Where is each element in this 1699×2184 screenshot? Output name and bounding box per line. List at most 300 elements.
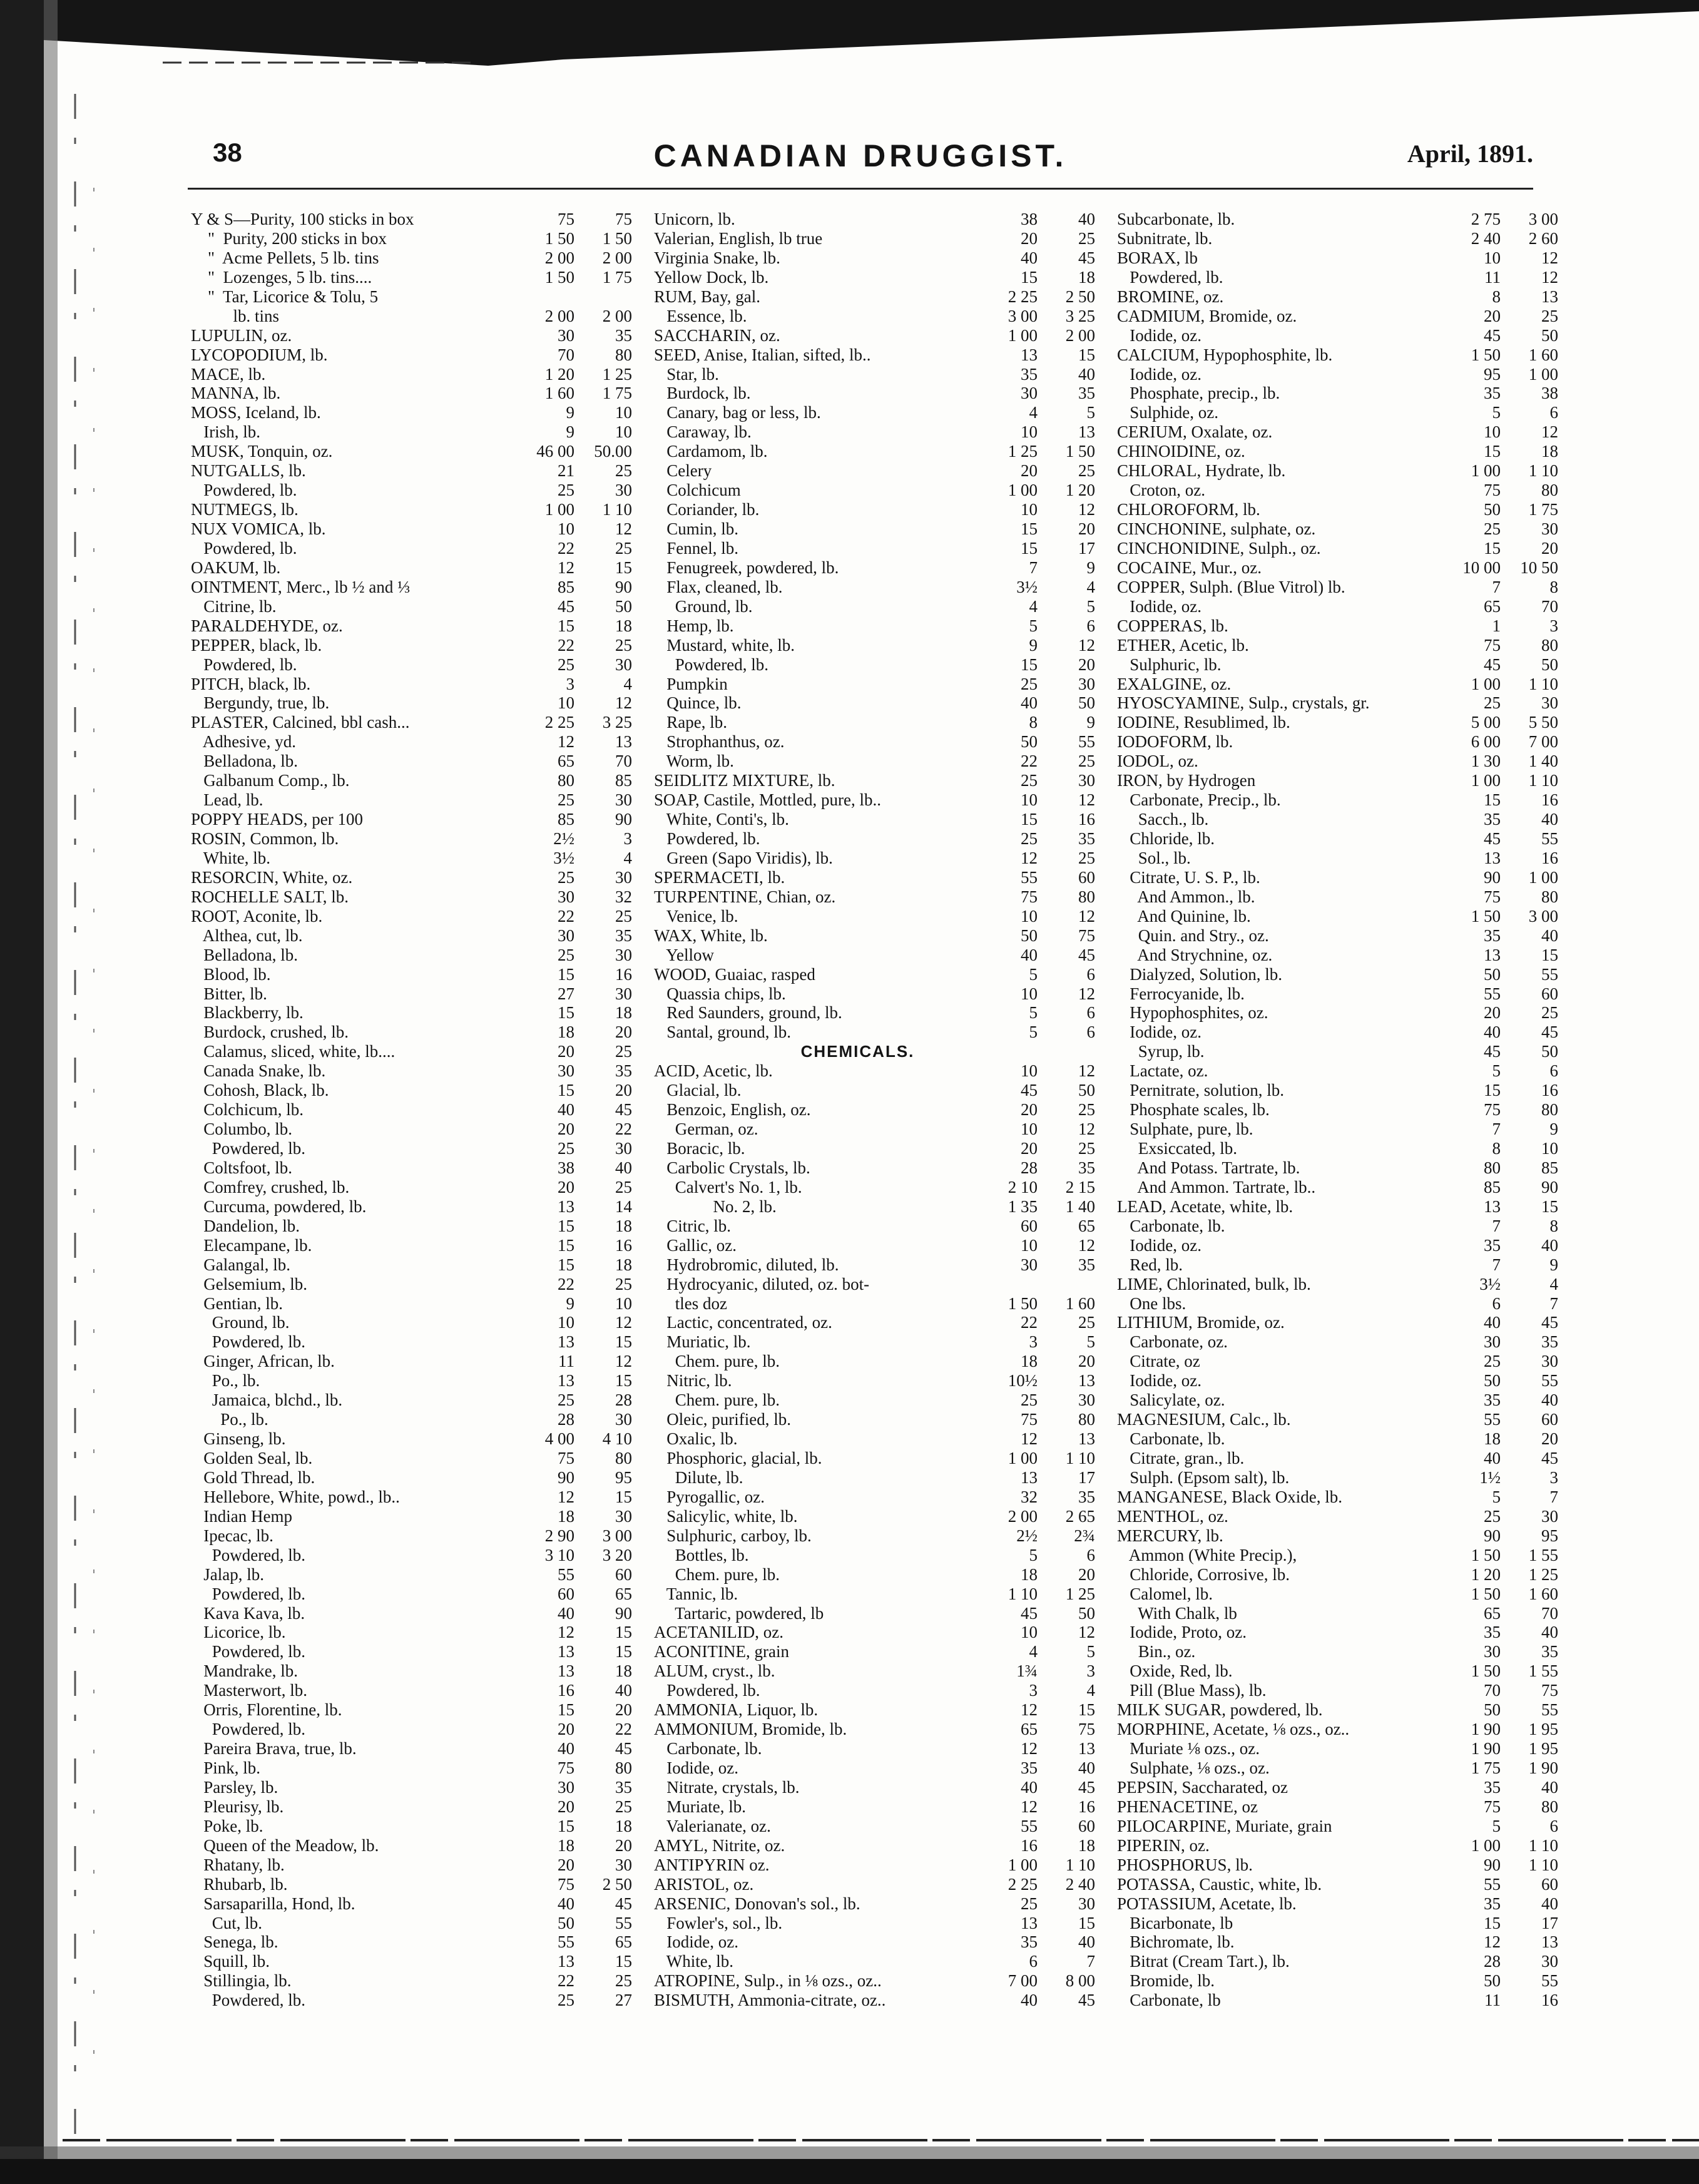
price-row (654, 1526, 1095, 1546)
price-row (654, 1449, 1095, 1468)
price-high: 40 (1541, 1777, 1558, 1797)
item-name: Bitrat (Cream Tart.), lb. (1117, 1952, 1290, 1971)
price-high: 1 75 (602, 267, 632, 287)
item-name: NUX VOMICA, lb. (191, 519, 326, 538)
price-low: 20 (558, 1797, 574, 1816)
price-high: 15 (615, 1371, 632, 1391)
item-name: MORPHINE, Acetate, ⅛ ozs., oz.. (1117, 1720, 1350, 1739)
price-low: 75 (1021, 887, 1038, 906)
price-high: 55 (1541, 964, 1558, 984)
price-row (191, 1971, 632, 1991)
header-rule (188, 188, 1533, 190)
price-low: 2 25 (544, 713, 574, 732)
price-row (654, 1584, 1095, 1604)
price-high: 1 10 (1528, 674, 1558, 693)
price-row (654, 1158, 1095, 1178)
item-name: CINCHONIDINE, Sulph., oz. (1117, 538, 1321, 558)
price-high: 60 (615, 1564, 632, 1584)
item-name: ROSIN, Common, lb. (191, 829, 339, 848)
item-name: PITCH, black, lb. (191, 674, 311, 693)
price-high: 90 (615, 577, 632, 596)
item-name: Virginia Snake, lb. (654, 248, 780, 267)
price-low: 3½ (1016, 577, 1038, 596)
price-row (191, 1604, 632, 1623)
price-low: 13 (558, 1661, 574, 1681)
price-low: 16 (558, 1681, 574, 1700)
price-low: 35 (1484, 810, 1501, 829)
price-low: 13 (1484, 1197, 1501, 1216)
item-name: ROCHELLE SALT, lb. (191, 887, 349, 906)
price-low: 1 50 (544, 267, 574, 287)
price-row (1117, 829, 1558, 849)
price-row (654, 887, 1095, 907)
price-row (191, 1546, 632, 1565)
price-row (191, 1081, 632, 1100)
price-low: 25 (558, 1139, 574, 1158)
price-low: 22 (1021, 1313, 1038, 1332)
price-low: 5 00 (1471, 713, 1501, 732)
price-high: 95 (615, 1467, 632, 1487)
price-low: 1 00 (1471, 461, 1501, 481)
price-row (1117, 1661, 1558, 1681)
item-name: Muriate ⅛ ozs., oz. (1117, 1739, 1260, 1758)
item-name: PHENACETINE, oz (1117, 1797, 1258, 1816)
price-high: 60 (1541, 984, 1558, 1003)
price-high: 80 (1541, 635, 1558, 655)
price-high: 40 (615, 1158, 632, 1177)
item-name: Powdered, lb. (191, 538, 297, 558)
price-row (1117, 1275, 1558, 1294)
item-name: MENTHOL, oz. (1117, 1506, 1228, 1526)
item-name: PEPPER, black, lb. (191, 635, 322, 655)
price-row (191, 1487, 632, 1507)
price-low: 2 00 (544, 248, 574, 267)
price-low: 15 (1021, 267, 1038, 287)
price-row (654, 1061, 1095, 1081)
price-high: 3 (1549, 1467, 1558, 1487)
price-low: 20 (558, 1120, 574, 1139)
price-row (1117, 365, 1558, 384)
item-name: Lactate, oz. (1117, 1061, 1208, 1081)
price-high: 22 (615, 1720, 632, 1739)
price-high: 16 (1541, 1991, 1558, 2010)
item-name: MERCURY, lb. (1117, 1526, 1223, 1545)
price-row (191, 984, 632, 1004)
price-row (191, 268, 632, 287)
price-low: 40 (558, 1100, 574, 1120)
price-row (654, 1623, 1095, 1642)
price-high: 1 25 (602, 364, 632, 384)
price-row (191, 790, 632, 810)
price-low: 15 (1484, 538, 1501, 558)
price-row (654, 655, 1095, 675)
price-high: 22 (615, 1120, 632, 1139)
price-high: 1 25 (1065, 1584, 1095, 1603)
price-row (191, 732, 632, 752)
price-row (654, 1661, 1095, 1681)
price-low: 27 (558, 984, 574, 1003)
item-name: Kava Kava, lb. (191, 1603, 305, 1623)
item-name: Pleurisy, lb. (191, 1797, 284, 1816)
price-low: 55 (1021, 1816, 1038, 1835)
price-row (654, 636, 1095, 655)
price-row (1117, 1429, 1558, 1449)
price-low: 32 (1021, 1487, 1038, 1506)
price-low: 22 (558, 538, 574, 558)
price-row (1117, 1797, 1558, 1817)
price-low: 25 (558, 1991, 574, 2010)
price-high: 3 (1549, 616, 1558, 635)
price-row (654, 1952, 1095, 1971)
price-high: 5 (1086, 1332, 1095, 1352)
price-high: 35 (615, 325, 632, 345)
price-row (1117, 1836, 1558, 1855)
item-name: Poke, lb. (191, 1816, 263, 1835)
price-row (654, 1546, 1095, 1565)
price-high: 18 (615, 1216, 632, 1235)
price-high: 5 (1086, 1642, 1095, 1661)
price-low: 40 (1484, 1023, 1501, 1042)
price-row (654, 1971, 1095, 1991)
price-low: 18 (1484, 1429, 1501, 1449)
price-low: 70 (1484, 1681, 1501, 1700)
price-high: 18 (615, 1255, 632, 1274)
price-high: 25 (615, 1042, 632, 1061)
price-low: 7 (1492, 1216, 1501, 1235)
price-row (654, 539, 1095, 558)
price-row (1117, 675, 1558, 694)
item-name: Fennel, lb. (654, 538, 738, 558)
price-low: 25 (1021, 771, 1038, 790)
price-low: 15 (1484, 790, 1501, 810)
price-high: 45 (1078, 945, 1095, 964)
price-row (191, 1139, 632, 1158)
item-name: Citrate, gran., lb. (1117, 1449, 1245, 1467)
price-row (654, 1565, 1095, 1584)
price-row (1117, 887, 1558, 907)
price-row (1117, 752, 1558, 771)
price-high: 60 (1541, 1410, 1558, 1429)
item-name: Galangal, lb. (191, 1255, 290, 1274)
price-low: 13 (558, 1642, 574, 1661)
price-low: 13 (558, 1332, 574, 1352)
price-low: 15 (1484, 442, 1501, 461)
price-row (654, 1642, 1095, 1661)
price-low: 75 (558, 1874, 574, 1894)
price-low: 12 (558, 558, 574, 577)
item-name: Sulphate, ⅛ ozs., oz. (1117, 1758, 1270, 1777)
price-low: 5 (1029, 964, 1038, 984)
item-name: Parsley, lb. (191, 1777, 278, 1797)
price-high: 1 10 (1528, 461, 1558, 481)
price-row (1117, 1507, 1558, 1526)
item-name: Comfrey, crushed, lb. (191, 1177, 350, 1197)
item-name: Bottles, lb. (654, 1545, 749, 1564)
item-name: LIME, Chlorinated, bulk, lb. (1117, 1274, 1311, 1294)
price-high: 1 25 (1528, 1564, 1558, 1584)
item-name: Powdered, lb. (654, 1681, 760, 1700)
price-high: 12 (1078, 790, 1095, 810)
price-low: 7 (1492, 1255, 1501, 1274)
item-name: MOSS, Iceland, lb. (191, 403, 321, 422)
price-low: 13 (558, 1197, 574, 1216)
item-name: Muriatic, lb. (654, 1332, 751, 1352)
price-low: 18 (558, 1506, 574, 1526)
price-low: 21 (558, 461, 574, 481)
price-low: 35 (1021, 1758, 1038, 1777)
item-name: SEED, Anise, Italian, sifted, lb.. (654, 345, 871, 364)
price-row (191, 1758, 632, 1778)
price-low: 45 (1484, 829, 1501, 848)
price-row (654, 1100, 1095, 1120)
price-row (191, 1468, 632, 1487)
price-low: 1 25 (1008, 442, 1038, 461)
item-name: WOOD, Guaiac, rasped (654, 964, 815, 984)
item-name: Iodide, oz. (1117, 325, 1202, 345)
price-high: 50 (1078, 1081, 1095, 1100)
price-row (191, 326, 632, 345)
price-high: 50 (1541, 325, 1558, 345)
price-row (654, 849, 1095, 868)
item-name: Powdered, lb. (191, 1545, 305, 1564)
price-high: 18 (615, 1816, 632, 1835)
price-low: 25 (1484, 1506, 1501, 1526)
price-low: 1 50 (1471, 1545, 1501, 1564)
price-high: 1 75 (602, 384, 632, 403)
price-high: 1 95 (1528, 1739, 1558, 1758)
item-name: Powdered, lb. (191, 1991, 305, 2010)
item-name: Po., lb. (191, 1410, 268, 1429)
price-row (1117, 1526, 1558, 1546)
price-high: 1 10 (1528, 1855, 1558, 1874)
price-low: 85 (558, 810, 574, 829)
price-low: 1 00 (1471, 1835, 1501, 1855)
item-name: And Quinine, lb. (1117, 906, 1251, 926)
price-high: 15 (615, 1623, 632, 1642)
price-row (1117, 1410, 1558, 1429)
price-high: 80 (615, 1449, 632, 1467)
price-high: 1 60 (1065, 1294, 1095, 1313)
price-row (191, 752, 632, 771)
item-name: Iodide, oz. (1117, 364, 1202, 384)
price-row (654, 1758, 1095, 1778)
price-high: 1 95 (1528, 1720, 1558, 1739)
price-low: 45 (1484, 1042, 1501, 1061)
price-row (1117, 1894, 1558, 1914)
item-name: Burdock, crushed, lb. (191, 1023, 349, 1042)
price-low: 10 (1021, 1623, 1038, 1642)
price-low: 3 (1029, 1681, 1038, 1700)
price-high: 25 (615, 1177, 632, 1197)
item-name: Tannic, lb. (654, 1584, 738, 1603)
price-row (654, 810, 1095, 829)
item-name: Chloride, Corrosive, lb. (1117, 1564, 1290, 1584)
price-row (1117, 810, 1558, 829)
price-high: 45 (615, 1894, 632, 1913)
price-low: 4 (1029, 596, 1038, 616)
price-low: 1 00 (1471, 771, 1501, 790)
item-name: LEAD, Acetate, white, lb. (1117, 1197, 1293, 1216)
price-row (1117, 1700, 1558, 1720)
price-high: 60 (1078, 867, 1095, 887)
price-row (191, 1836, 632, 1855)
price-row (1117, 1332, 1558, 1352)
item-name: AMMONIA, Liquor, lb. (654, 1700, 819, 1720)
price-high: 7 (1549, 1487, 1558, 1506)
price-low: 30 (1484, 1332, 1501, 1352)
price-high: 1 60 (1528, 345, 1558, 364)
price-low: 1 00 (1008, 481, 1038, 500)
item-name: Gold Thread, lb. (191, 1467, 315, 1487)
page-header (188, 138, 1533, 181)
price-high: 16 (1541, 848, 1558, 867)
price-high: 50 (615, 596, 632, 616)
item-name: Curcuma, powdered, lb. (191, 1197, 367, 1216)
item-name: Sulph. (Epsom salt), lb. (1117, 1467, 1290, 1487)
price-high: 30 (615, 790, 632, 810)
item-name: Squill, lb. (191, 1952, 270, 1971)
price-high: 16 (1078, 810, 1095, 829)
price-low: 18 (558, 1835, 574, 1855)
item-name: Worm, lb. (654, 752, 734, 771)
item-name: Exsiccated, lb. (1117, 1139, 1237, 1158)
item-name: Galbanum Comp., lb. (191, 771, 350, 790)
price-row (1117, 345, 1558, 365)
price-high: 10 (615, 403, 632, 422)
price-high: 70 (1541, 596, 1558, 616)
price-row (1117, 636, 1558, 655)
item-name: Dialyzed, Solution, lb. (1117, 964, 1282, 984)
price-row (191, 1217, 632, 1236)
item-name: Ground, lb. (654, 596, 753, 616)
price-row (191, 1952, 632, 1971)
item-name: And Ammon. Tartrate, lb.. (1117, 1177, 1316, 1197)
item-name: Orris, Florentine, lb. (191, 1700, 342, 1720)
price-high: 2 00 (602, 306, 632, 325)
price-high: 40 (1078, 210, 1095, 228)
item-name: Ferrocyanide, lb. (1117, 984, 1245, 1003)
price-high: 80 (1078, 887, 1095, 906)
item-name: Pink, lb. (191, 1758, 261, 1777)
price-low: 90 (1484, 1526, 1501, 1545)
price-high: 30 (1078, 1391, 1095, 1410)
price-low: 11 (1484, 1991, 1501, 2010)
item-name: Syrup, lb. (1117, 1042, 1205, 1061)
price-row (1117, 926, 1558, 946)
item-name: Salicylate, oz. (1117, 1391, 1225, 1410)
price-high: 20 (615, 1700, 632, 1720)
price-low: 2 25 (1008, 1874, 1038, 1894)
price-row (191, 1178, 632, 1197)
price-high: 40 (1078, 1932, 1095, 1952)
price-high: 20 (1078, 1352, 1095, 1371)
price-high: 12 (1078, 1120, 1095, 1139)
item-name: ACID, Acetic, lb. (654, 1061, 773, 1081)
price-low: 22 (558, 1971, 574, 1991)
price-low: 10 (1021, 1061, 1038, 1081)
item-name: Gelsemium, lb. (191, 1274, 307, 1294)
price-row (654, 1604, 1095, 1623)
item-name: No. 2, lb. (654, 1197, 777, 1216)
price-high: 1 50 (602, 228, 632, 248)
item-name: Carbonate, Precip., lb. (1117, 790, 1281, 810)
item-name: Star, lb. (654, 364, 719, 384)
price-row (654, 1236, 1095, 1255)
price-high: 65 (615, 1932, 632, 1952)
price-row (1117, 461, 1558, 481)
item-name: Phosphate, precip., lb. (1117, 384, 1280, 403)
item-name: CALCIUM, Hypophosphite, lb. (1117, 345, 1333, 364)
price-column-1 (191, 210, 632, 2010)
price-high: 12 (1078, 1623, 1095, 1642)
item-name: PIPERIN, oz. (1117, 1835, 1210, 1855)
price-high: 30 (615, 655, 632, 674)
price-high: 12 (1541, 248, 1558, 267)
price-low: 30 (558, 926, 574, 945)
price-row (1117, 1817, 1558, 1836)
item-name: Cardamom, lb. (654, 442, 768, 461)
price-high: 10 (1541, 1139, 1558, 1158)
price-row (1117, 442, 1558, 461)
price-low: 15 (1021, 810, 1038, 829)
price-low: 1 10 (1008, 1584, 1038, 1603)
price-row (191, 558, 632, 578)
price-high: 1 10 (1065, 1855, 1095, 1874)
price-row (1117, 965, 1558, 984)
price-high: 18 (1078, 267, 1095, 287)
price-high: 13 (615, 732, 632, 752)
item-name: MUSK, Tonquin, oz. (191, 442, 333, 461)
price-row (654, 1700, 1095, 1720)
price-high: 2 00 (602, 248, 632, 267)
price-high: 6 (1086, 616, 1095, 635)
price-low: 30 (558, 325, 574, 345)
item-name: Hemp, lb. (654, 616, 734, 635)
price-high: 15 (1541, 945, 1558, 964)
price-low: 20 (1021, 228, 1038, 248)
item-name: Powdered, lb. (654, 655, 768, 674)
price-high: 2 40 (1065, 1874, 1095, 1894)
price-row (191, 926, 632, 946)
price-low: 12 (558, 1623, 574, 1642)
price-low: 3½ (1479, 1274, 1501, 1294)
price-row (191, 849, 632, 868)
price-low: 1 90 (1471, 1720, 1501, 1739)
price-high: 6 (1549, 1061, 1558, 1081)
item-name: And Potass. Tartrate, lb. (1117, 1158, 1300, 1177)
price-row (1117, 1391, 1558, 1410)
price-high: 30 (1541, 1352, 1558, 1371)
price-high: 60 (1541, 1874, 1558, 1894)
price-low: 28 (1484, 1952, 1501, 1971)
item-name: COCAINE, Mur., oz. (1117, 558, 1262, 577)
price-low: 65 (1484, 596, 1501, 616)
item-name: Benzoic, English, oz. (654, 1100, 811, 1120)
price-row (191, 1352, 632, 1371)
item-name: Cohosh, Black, lb. (191, 1081, 329, 1100)
price-low: 40 (1021, 1991, 1038, 2010)
price-high: 40 (615, 1681, 632, 1700)
price-high: 1 40 (1065, 1197, 1095, 1216)
price-low: 30 (558, 1061, 574, 1081)
item-name: Sacch., lb. (1117, 810, 1209, 829)
item-name: Sarsaparilla, Hond, lb. (191, 1894, 355, 1913)
item-name: Pernitrate, solution, lb. (1117, 1081, 1284, 1100)
item-name: CHLORAL, Hydrate, lb. (1117, 461, 1286, 481)
price-low: 50 (1484, 500, 1501, 519)
price-row (191, 1778, 632, 1797)
price-row (654, 558, 1095, 578)
